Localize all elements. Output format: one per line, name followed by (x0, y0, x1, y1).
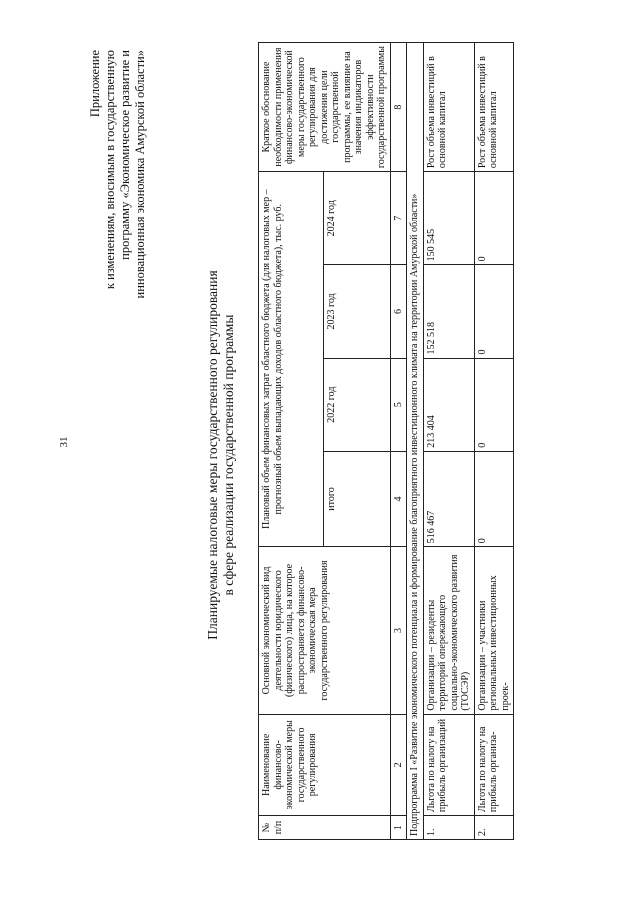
column-number-row (390, 43, 407, 840)
column-number: 1 (390, 816, 407, 840)
column-number: 4 (390, 451, 407, 547)
row-num: 1. (423, 816, 474, 840)
header-reason: Краткое обоснование необходимости применения финансово-экономической меры государственного регулирования для достижения цели государственной программы, ее влияние на значения индикаторов эффективности государственной программы (259, 43, 391, 172)
appendix-line-1: Приложение (88, 50, 102, 118)
row-2023: 152 518 (423, 265, 474, 358)
column-number: 2 (390, 714, 407, 816)
row-2022: 0 (474, 358, 514, 451)
appendix-line-2: к изменениям, вносимым в государственную (103, 50, 117, 290)
header-num: № п/п (259, 816, 391, 840)
row-num: 2. (474, 816, 514, 840)
page-number: 31 (58, 436, 70, 448)
table-row (474, 43, 514, 840)
row-total: 0 (474, 451, 514, 547)
row-2023: 0 (474, 265, 514, 358)
header-type: Основной экономический вид деятельности юридического (физического) лица, на которое распространяется финансово-экономическая мера государственного регулирования (259, 547, 391, 714)
column-number: 7 (390, 172, 407, 265)
appendix-line-4: инновационная экономика Амурской области» (133, 50, 147, 299)
title-line-2: в сфере реализации государственной программы (221, 314, 236, 596)
tax-measures-table (258, 42, 514, 840)
header-2024: 2024 год (323, 172, 390, 265)
header-total: итого (323, 451, 390, 547)
table-row (423, 43, 474, 840)
row-2024: 150 545 (423, 172, 474, 265)
appendix-header (88, 50, 148, 420)
appendix-line-3: программу «Экономическое развитие и (118, 50, 132, 260)
column-number: 3 (390, 547, 407, 714)
title-line-1: Планируемые налоговые меры государственного регулирования (205, 270, 220, 640)
row-activity-type: Организации – участники региональных инвестиционных проек- (474, 547, 514, 714)
row-total: 516 467 (423, 451, 474, 547)
subprogram-row (407, 43, 424, 840)
header-row-1 (259, 43, 324, 840)
column-number: 5 (390, 358, 407, 451)
row-2022: 213 404 (423, 358, 474, 451)
header-name: Наименование финансово-экономической меры государственного регулирования (259, 714, 391, 816)
row-activity-type: Организации – резиденты территорий опережающего социально-экономического развития (ТОСЭР) (423, 547, 474, 714)
row-reason: Рост объема инвестиций в основной капитал (423, 43, 474, 172)
subprogram-title: Подпрограмма I «Развитие экономического потенциала и формирование благоприятного инвестиционного климата на территории Амурской области» (407, 43, 424, 840)
header-budget: Плановый объем финансовых затрат областного бюджета (для налоговых мер – прогнозный объем выпадающих доходов областного бюджета), тыс. руб. (259, 172, 324, 547)
header-2022: 2022 год (323, 358, 390, 451)
document-title (205, 225, 237, 685)
row-measure-name: Льгота по налогу на прибыль организа- (474, 714, 514, 816)
row-measure-name: Льгота по налогу на прибыль организаций (423, 714, 474, 816)
row-2024: 0 (474, 172, 514, 265)
column-number: 6 (390, 265, 407, 358)
column-number: 8 (390, 43, 407, 172)
row-reason: Рост объема инвестиций в основной капитал (474, 43, 514, 172)
header-2023: 2023 год (323, 265, 390, 358)
